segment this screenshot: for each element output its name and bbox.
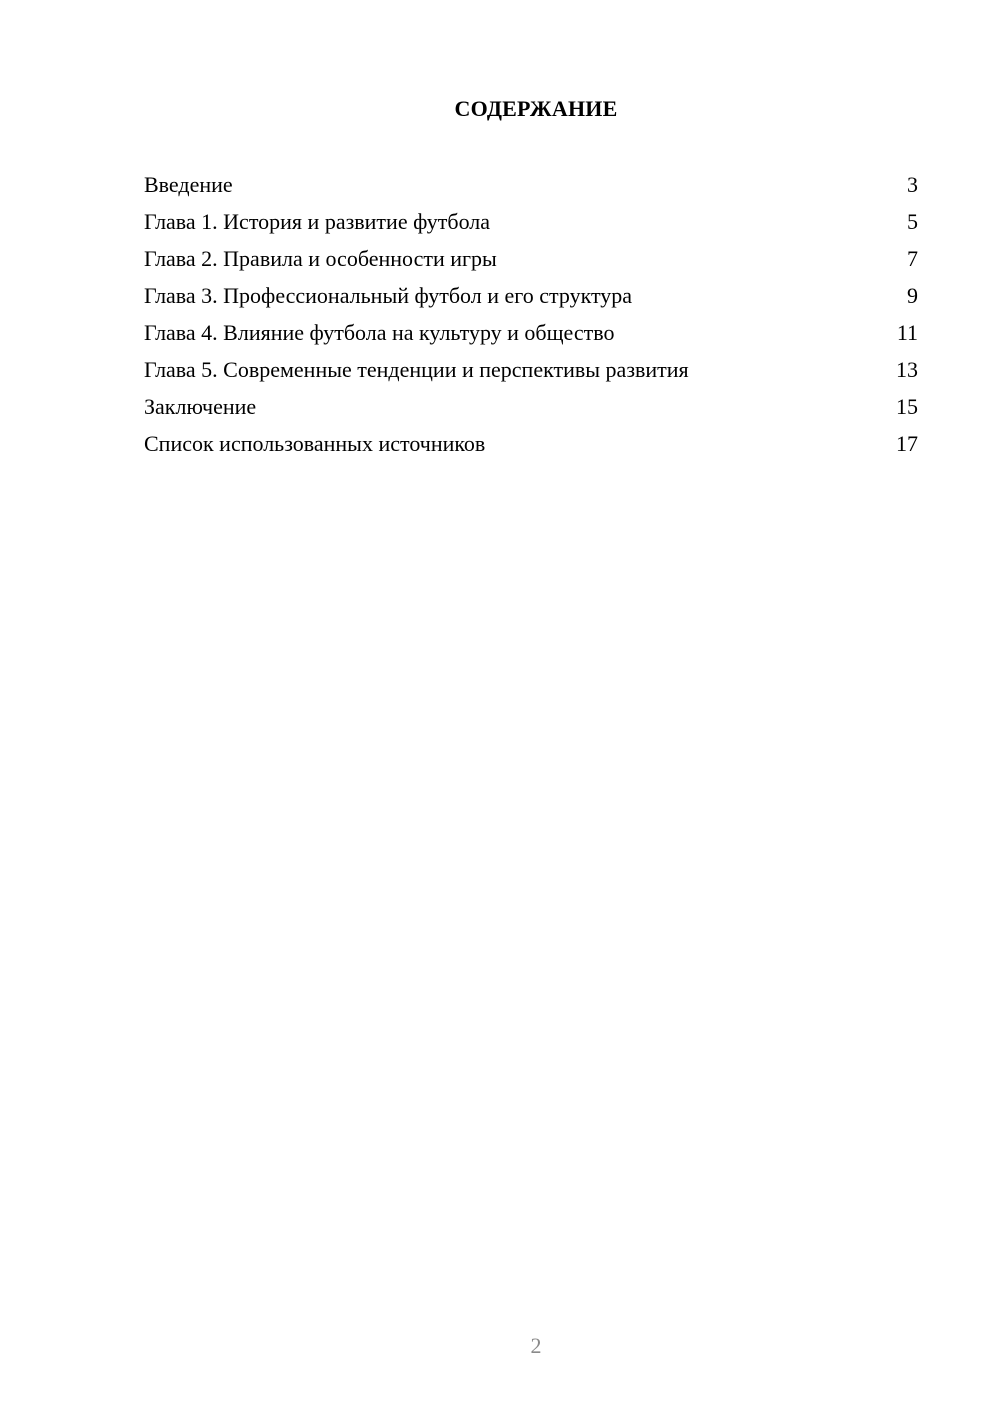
toc-entry-page: 7 <box>907 246 918 271</box>
toc-entry-label: Глава 4. Влияние футбола на культуру и общество <box>144 320 615 345</box>
toc-entry-label: Глава 2. Правила и особенности игры <box>144 246 497 271</box>
toc-entry-chapter-4 <box>144 319 918 356</box>
toc-entry-conclusion <box>144 393 918 430</box>
toc-entry-label: Глава 1. История и развитие футбола <box>144 209 491 234</box>
toc-entry-page: 3 <box>907 172 918 197</box>
toc-entry-references <box>144 430 918 467</box>
page-number: 2 <box>530 1333 542 1358</box>
toc-entry-page: 17 <box>896 431 918 456</box>
toc-entry-introduction <box>144 171 918 208</box>
toc-entry-label: Список использованных источников <box>144 431 486 456</box>
toc-entry-label: Глава 3. Профессиональный футбол и его структура <box>144 283 633 308</box>
toc-entry-page: 15 <box>896 394 918 419</box>
toc-entry-label: Заключение <box>144 394 257 419</box>
toc-entry-page: 9 <box>907 283 918 308</box>
toc-entry-page: 11 <box>896 320 918 345</box>
page-title: СОДЕРЖАНИЕ <box>454 96 618 121</box>
toc-entry-page: 13 <box>896 357 918 382</box>
toc-entry-chapter-1 <box>144 208 918 245</box>
toc-entry-label: Введение <box>144 172 233 197</box>
toc-entry-chapter-5 <box>144 356 918 393</box>
toc-entry-label: Глава 5. Современные тенденции и перспективы развития <box>144 357 689 382</box>
toc-entry-page: 5 <box>907 209 918 234</box>
toc-entry-chapter-2 <box>144 245 918 282</box>
table-of-contents <box>144 171 918 467</box>
toc-entry-chapter-3 <box>144 282 918 319</box>
